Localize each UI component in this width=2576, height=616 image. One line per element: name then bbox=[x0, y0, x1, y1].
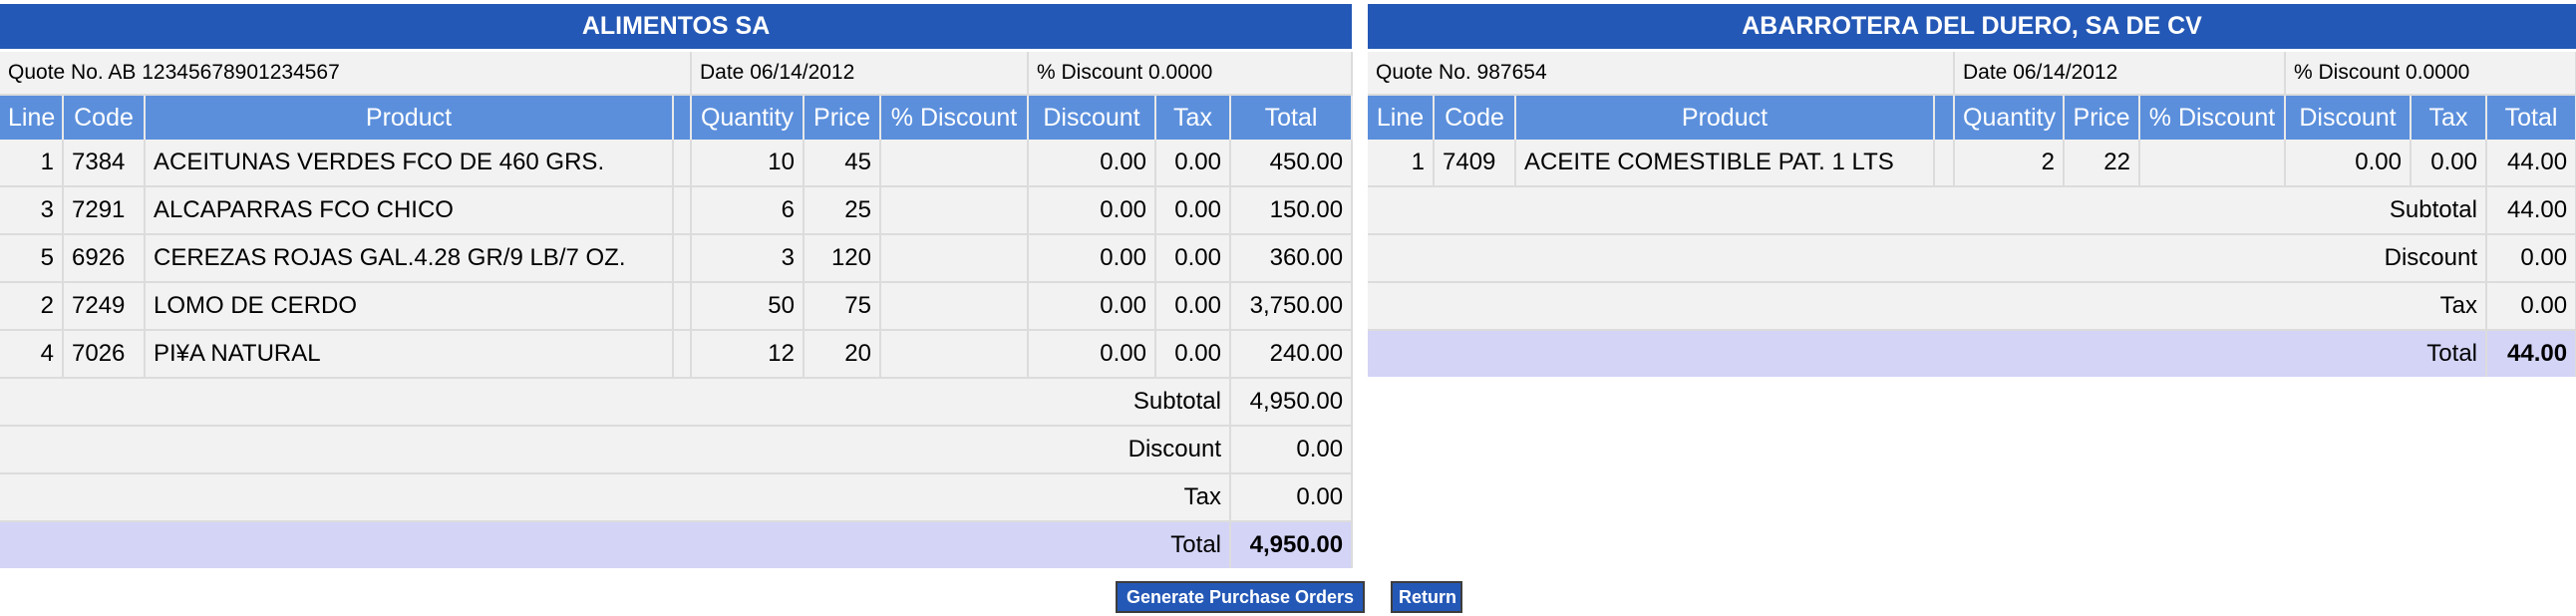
cell-product: CEREZAS ROJAS GAL.4.28 GR/9 LB/7 OZ. bbox=[145, 234, 673, 282]
column-header-quantity: Quantity bbox=[691, 95, 804, 140]
cell-tax: 0.00 bbox=[1155, 140, 1230, 186]
cell-spacer bbox=[673, 140, 691, 186]
summary-row-subtotal bbox=[0, 378, 1352, 426]
cell-product: PI¥A NATURAL bbox=[145, 330, 673, 378]
subtotal-label: Subtotal bbox=[1368, 186, 2486, 234]
cell-percent-discount bbox=[880, 140, 1028, 186]
cell-total: 44.00 bbox=[2486, 140, 2576, 186]
cell-tax: 0.00 bbox=[1155, 234, 1230, 282]
cell-tax: 0.00 bbox=[1155, 186, 1230, 234]
cell-discount: 0.00 bbox=[1028, 330, 1155, 378]
cell-discount: 0.00 bbox=[1028, 140, 1155, 186]
column-header-tax: Tax bbox=[1155, 95, 1230, 140]
cell-price: 45 bbox=[804, 140, 880, 186]
total-label: Total bbox=[1368, 330, 2486, 377]
cell-spacer bbox=[673, 186, 691, 234]
vendor-title: ABARROTERA DEL DUERO, SA DE CV bbox=[1368, 4, 2576, 51]
column-header-spacer bbox=[1934, 95, 1954, 140]
discount-label: Discount bbox=[1368, 234, 2486, 282]
column-header-total: Total bbox=[2486, 95, 2576, 140]
cell-spacer bbox=[673, 234, 691, 282]
cell-discount: 0.00 bbox=[1028, 186, 1155, 234]
column-header-quantity: Quantity bbox=[1954, 95, 2064, 140]
cell-quantity: 2 bbox=[1954, 140, 2064, 186]
cell-tax: 0.00 bbox=[2411, 140, 2486, 186]
cell-percent-discount bbox=[880, 282, 1028, 330]
cell-line: 1 bbox=[1368, 140, 1434, 186]
tax-value: 0.00 bbox=[1230, 473, 1352, 521]
cell-total: 450.00 bbox=[1230, 140, 1352, 186]
quote-percent-discount: % Discount 0.0000 bbox=[1028, 51, 1352, 96]
cell-code: 7026 bbox=[63, 330, 145, 378]
subtotal-value: 4,950.00 bbox=[1230, 378, 1352, 426]
quote-panel-alimentos bbox=[0, 4, 1352, 568]
cell-code: 7409 bbox=[1434, 140, 1515, 186]
summary-row-total bbox=[1368, 330, 2576, 377]
cell-code: 7249 bbox=[63, 282, 145, 330]
discount-label: Discount bbox=[0, 426, 1230, 473]
table-row bbox=[0, 140, 1352, 186]
cell-product: ACEITE COMESTIBLE PAT. 1 LTS bbox=[1515, 140, 1934, 186]
column-header-code: Code bbox=[63, 95, 145, 140]
table-row bbox=[1368, 140, 2576, 186]
summary-row-subtotal bbox=[1368, 186, 2576, 234]
table-row bbox=[0, 234, 1352, 282]
cell-spacer bbox=[1934, 140, 1954, 186]
column-header-spacer bbox=[673, 95, 691, 140]
cell-tax: 0.00 bbox=[1155, 330, 1230, 378]
cell-total: 240.00 bbox=[1230, 330, 1352, 378]
cell-quantity: 3 bbox=[691, 234, 804, 282]
column-header-discount: Discount bbox=[1028, 95, 1155, 140]
quote-table bbox=[1368, 4, 2576, 377]
cell-quantity: 50 bbox=[691, 282, 804, 330]
summary-row-total bbox=[0, 521, 1352, 568]
subtotal-value: 44.00 bbox=[2486, 186, 2576, 234]
column-header-percent-discount: % Discount bbox=[2139, 95, 2285, 140]
summary-row-tax bbox=[1368, 282, 2576, 330]
discount-value: 0.00 bbox=[1230, 426, 1352, 473]
cell-percent-discount bbox=[880, 186, 1028, 234]
column-header-line: Line bbox=[0, 95, 63, 140]
total-label: Total bbox=[0, 521, 1230, 568]
cell-price: 25 bbox=[804, 186, 880, 234]
cell-line: 3 bbox=[0, 186, 63, 234]
cell-discount: 0.00 bbox=[1028, 282, 1155, 330]
cell-total: 360.00 bbox=[1230, 234, 1352, 282]
cell-code: 7291 bbox=[63, 186, 145, 234]
summary-row-discount bbox=[1368, 234, 2576, 282]
cell-code: 6926 bbox=[63, 234, 145, 282]
cell-code: 7384 bbox=[63, 140, 145, 186]
summary-row-discount bbox=[0, 426, 1352, 473]
cell-percent-discount bbox=[880, 234, 1028, 282]
column-header-code: Code bbox=[1434, 95, 1515, 140]
cell-total: 3,750.00 bbox=[1230, 282, 1352, 330]
cell-line: 1 bbox=[0, 140, 63, 186]
quote-date: Date 06/14/2012 bbox=[1954, 51, 2285, 96]
column-header-price: Price bbox=[804, 95, 880, 140]
cell-quantity: 10 bbox=[691, 140, 804, 186]
column-header-percent-discount: % Discount bbox=[880, 95, 1028, 140]
column-header-price: Price bbox=[2064, 95, 2139, 140]
total-value: 4,950.00 bbox=[1230, 521, 1352, 568]
tax-value: 0.00 bbox=[2486, 282, 2576, 330]
generate-purchase-orders-button[interactable]: Generate Purchase Orders bbox=[1116, 581, 1365, 613]
cell-product: ALCAPARRAS FCO CHICO bbox=[145, 186, 673, 234]
cell-price: 75 bbox=[804, 282, 880, 330]
tax-label: Tax bbox=[1368, 282, 2486, 330]
cell-line: 4 bbox=[0, 330, 63, 378]
quote-number: Quote No. AB 12345678901234567 bbox=[0, 51, 691, 96]
column-header-discount: Discount bbox=[2285, 95, 2411, 140]
quote-panel-abarrotera bbox=[1368, 4, 2576, 377]
column-header-product: Product bbox=[1515, 95, 1934, 140]
quote-number: Quote No. 987654 bbox=[1368, 51, 1954, 96]
return-button[interactable]: Return bbox=[1391, 581, 1462, 613]
quote-date: Date 06/14/2012 bbox=[691, 51, 1028, 96]
subtotal-label: Subtotal bbox=[0, 378, 1230, 426]
cell-price: 22 bbox=[2064, 140, 2139, 186]
quote-percent-discount: % Discount 0.0000 bbox=[2285, 51, 2576, 96]
cell-product: LOMO DE CERDO bbox=[145, 282, 673, 330]
cell-spacer bbox=[673, 330, 691, 378]
tax-label: Tax bbox=[0, 473, 1230, 521]
quote-table bbox=[0, 4, 1353, 568]
cell-price: 20 bbox=[804, 330, 880, 378]
discount-value: 0.00 bbox=[2486, 234, 2576, 282]
cell-quantity: 6 bbox=[691, 186, 804, 234]
table-row bbox=[0, 186, 1352, 234]
table-row bbox=[0, 330, 1352, 378]
vendor-title: ALIMENTOS SA bbox=[0, 4, 1352, 51]
cell-discount: 0.00 bbox=[1028, 234, 1155, 282]
cell-total: 150.00 bbox=[1230, 186, 1352, 234]
column-header-line: Line bbox=[1368, 95, 1434, 140]
column-header-tax: Tax bbox=[2411, 95, 2486, 140]
cell-percent-discount bbox=[880, 330, 1028, 378]
cell-discount: 0.00 bbox=[2285, 140, 2411, 186]
column-header-product: Product bbox=[145, 95, 673, 140]
column-header-total: Total bbox=[1230, 95, 1352, 140]
cell-quantity: 12 bbox=[691, 330, 804, 378]
cell-line: 2 bbox=[0, 282, 63, 330]
cell-product: ACEITUNAS VERDES FCO DE 460 GRS. bbox=[145, 140, 673, 186]
total-value: 44.00 bbox=[2486, 330, 2576, 377]
cell-percent-discount bbox=[2139, 140, 2285, 186]
cell-tax: 0.00 bbox=[1155, 282, 1230, 330]
summary-row-tax bbox=[0, 473, 1352, 521]
cell-price: 120 bbox=[804, 234, 880, 282]
cell-spacer bbox=[673, 282, 691, 330]
cell-line: 5 bbox=[0, 234, 63, 282]
table-row bbox=[0, 282, 1352, 330]
